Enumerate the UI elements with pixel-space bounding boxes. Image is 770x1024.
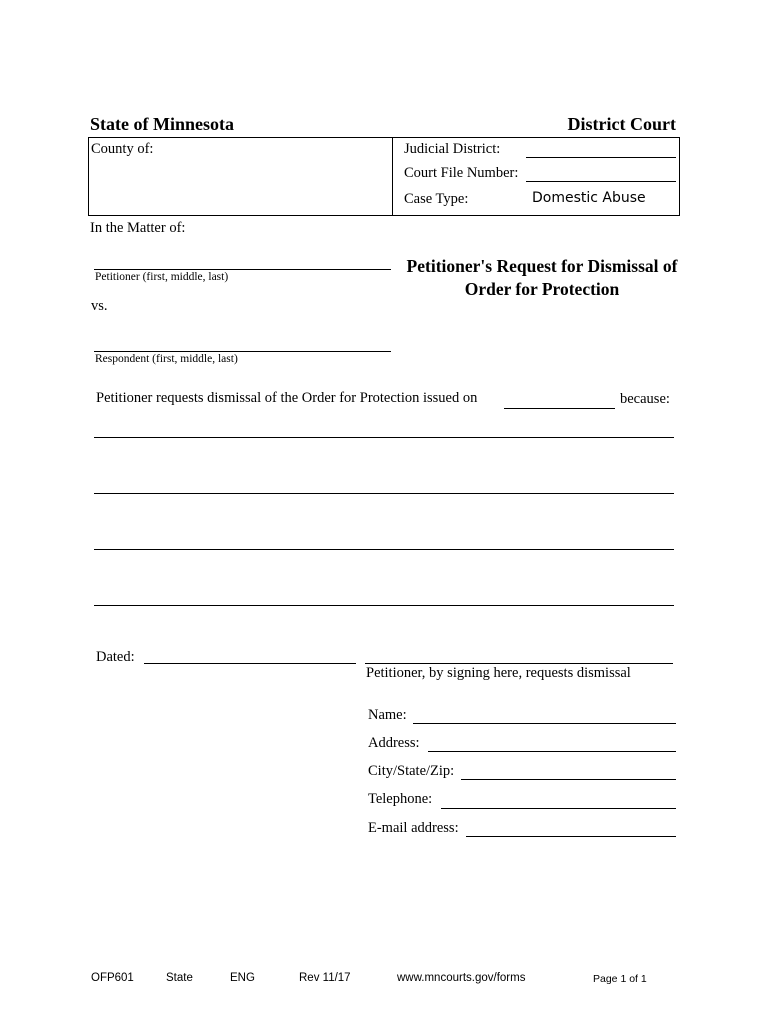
court-file-number-label: Court File Number:: [404, 165, 519, 181]
footer-page: Page 1 of 1: [593, 973, 647, 985]
state-heading: State of Minnesota: [90, 114, 234, 134]
footer-scope: State: [166, 972, 193, 984]
court-heading: District Court: [567, 114, 676, 134]
name-field[interactable]: [413, 723, 676, 724]
order-date-field[interactable]: [504, 408, 615, 409]
address-label: Address:: [368, 735, 420, 751]
footer-website: www.mncourts.gov/forms: [397, 972, 526, 984]
form-title-line2: Order for Protection: [464, 279, 620, 299]
case-type-label: Case Type:: [404, 191, 469, 207]
matter-label: In the Matter of:: [90, 220, 186, 236]
dated-label: Dated:: [96, 649, 135, 665]
signature-field[interactable]: [365, 663, 673, 664]
footer-language: ENG: [230, 972, 255, 984]
respondent-name-field[interactable]: [94, 351, 391, 352]
request-text: Petitioner requests dismissal of the Order for Protection issued on: [96, 390, 478, 406]
reason-line-4[interactable]: [94, 605, 674, 606]
vs-label: vs.: [91, 298, 108, 314]
reason-line-2[interactable]: [94, 493, 674, 494]
caption-divider: [392, 137, 393, 215]
reason-line-1[interactable]: [94, 437, 674, 438]
name-label: Name:: [368, 707, 407, 723]
address-field[interactable]: [428, 751, 676, 752]
signature-caption: Petitioner, by signing here, requests dismissal: [366, 665, 631, 681]
city-state-zip-label: City/State/Zip:: [368, 763, 455, 779]
dated-field[interactable]: [144, 663, 356, 664]
because-label: because:: [620, 391, 670, 407]
form-title-line1: Petitioner's Request for Dismissal of: [406, 256, 678, 276]
reason-line-3[interactable]: [94, 549, 674, 550]
email-label: E-mail address:: [368, 820, 459, 836]
county-label: County of:: [91, 141, 154, 157]
footer-form-id: OFP601: [91, 972, 134, 984]
city-state-zip-field[interactable]: [461, 779, 676, 780]
judicial-district-field[interactable]: [526, 157, 676, 158]
court-file-number-field[interactable]: [526, 181, 676, 182]
footer-revision: Rev 11/17: [299, 972, 351, 984]
respondent-caption: Respondent (first, middle, last): [95, 353, 238, 365]
petitioner-caption: Petitioner (first, middle, last): [95, 271, 229, 283]
case-type-value[interactable]: Domestic Abuse: [532, 190, 646, 206]
form-title: [400, 255, 684, 301]
telephone-field[interactable]: [441, 808, 676, 809]
email-field[interactable]: [466, 836, 676, 837]
petitioner-name-field[interactable]: [94, 269, 391, 270]
judicial-district-label: Judicial District:: [404, 141, 501, 157]
telephone-label: Telephone:: [368, 791, 433, 807]
